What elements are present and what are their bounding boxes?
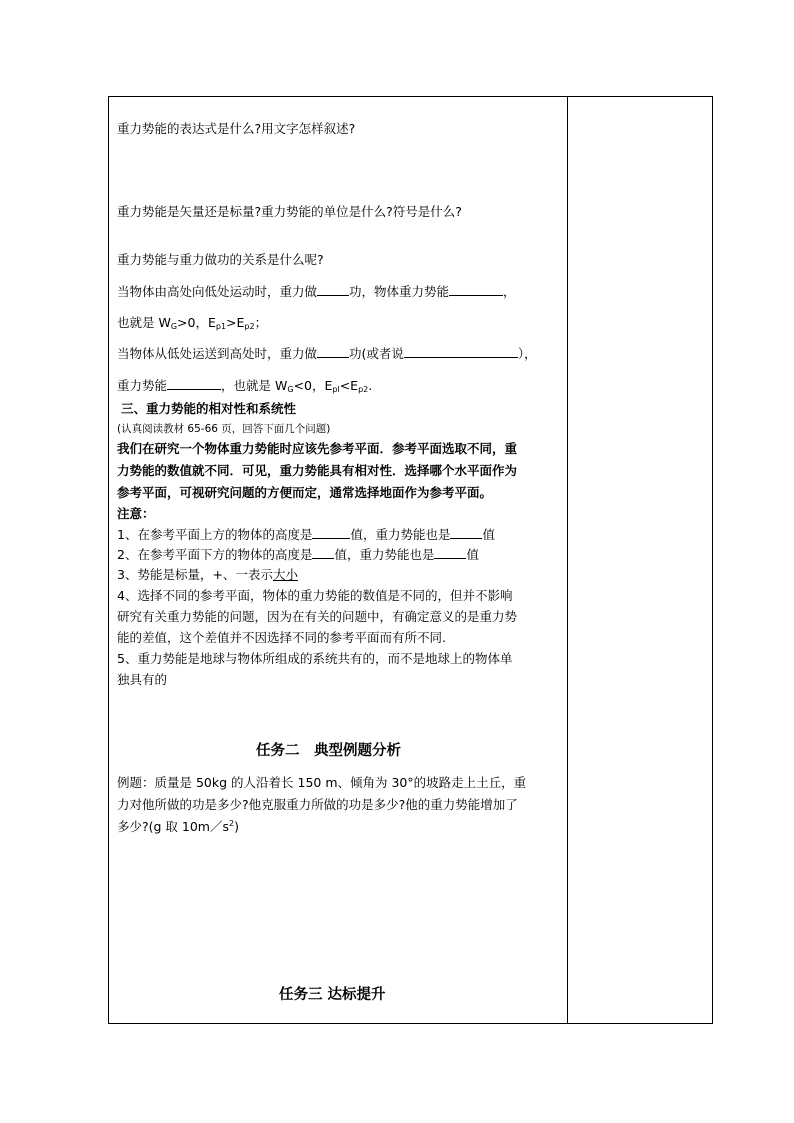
paragraph-line: 我们在研究一个物体重力势能时应该先参考平面．参考平面选取不同，重 xyxy=(117,441,518,456)
note-1: 1、在参考平面上方的物体的高度是 值，重力势能也是 值 xyxy=(117,527,495,542)
line-low-to-high: 当物体从低处运送到高处时，重力做 功(或者说 ）， xyxy=(117,346,537,361)
blank-field[interactable] xyxy=(312,546,334,559)
example-line: 例题：质量是 50kg 的人沿着长 150 m、倾角为 30°的坡路走上土丘，重 xyxy=(117,775,527,790)
note-4-line: 4、选择不同的参考平面，物体的重力势能的数值是不同的，但并不影响 xyxy=(117,588,513,603)
line-high-to-low: 当物体由高处向低处运动时，重力做 功，物体重力势能 ， xyxy=(117,284,516,299)
blank-field[interactable] xyxy=(167,377,221,390)
question-vector-scalar: 重力势能是矢量还是标量?重力势能的单位是什么?符号是什么? xyxy=(117,204,462,219)
task-two-heading: 任务二 典型例题分析 xyxy=(256,743,401,759)
example-line: 多少?(g 取 $10m/s^2$) xyxy=(117,819,239,834)
blank-field[interactable] xyxy=(317,283,349,296)
note-5-line: 5、重力势能是地球与物体所组成的系统共有的，而不是地球上的物体单 xyxy=(117,651,513,666)
paragraph-line: 参考平面，可视研究问题的方便而定，通常选择地面作为参考平面。 xyxy=(117,485,493,500)
line-wg-negative: 重力势能 ，也就是 $W_G<0$，$E_{pl}<E_{p2}$. xyxy=(117,378,373,394)
blank-field[interactable] xyxy=(450,526,482,539)
question-expression: 重力势能的表达式是什么?用文字怎样叙述? xyxy=(117,121,356,136)
line-wg-positive: 也就是 $W_G>0$，$E_{p1}>E_{p2}$； xyxy=(117,315,268,331)
column-divider xyxy=(567,97,568,1023)
question-relation: 重力势能与重力做功的关系是什么呢? xyxy=(117,252,324,267)
paragraph-line: 力势能的数值就不同．可见，重力势能具有相对性．选择哪个水平面作为 xyxy=(117,463,518,478)
example-line: 力对他所做的功是多少?他克服重力所做的功是多少?他的重力势能增加了 xyxy=(117,797,518,812)
lesson-table xyxy=(108,96,713,1024)
note-2: 2、在参考平面下方的物体的高度是 值，重力势能也是 值 xyxy=(117,547,479,562)
section-heading-relativity: 三、重力势能的相对性和系统性 xyxy=(121,401,297,416)
blank-field[interactable] xyxy=(404,345,518,358)
blank-field[interactable] xyxy=(449,283,503,296)
note-5-line: 独具有的 xyxy=(117,672,168,687)
note-3: 3、势能是标量，+、一表示大小 xyxy=(117,567,298,582)
attention-label: 注意： xyxy=(117,506,155,521)
reading-note: (认真阅读教材 65-66 页，回答下面几个问题) xyxy=(117,423,331,435)
task-three-heading: 任务三 达标提升 xyxy=(279,987,386,1003)
blank-field[interactable] xyxy=(312,526,350,539)
blank-field[interactable] xyxy=(317,345,349,358)
note-4-line: 能的差值，这个差值并不因选择不同的参考平面而有所不同. xyxy=(117,630,446,645)
blank-field[interactable] xyxy=(434,546,466,559)
note-4-line: 研究有关重力势能的问题，因为在有关的问题中，有确定意义的是重力势 xyxy=(117,609,518,624)
